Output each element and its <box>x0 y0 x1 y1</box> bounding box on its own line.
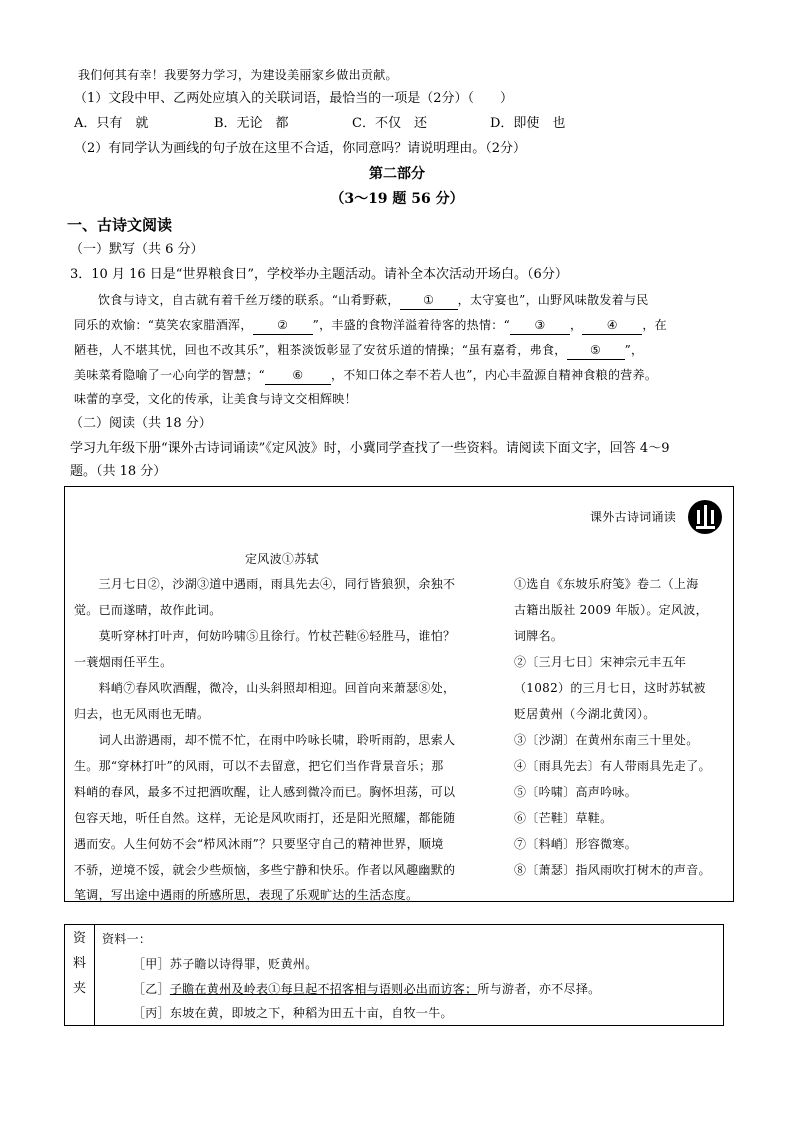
answer-blank-2[interactable]: ② <box>253 316 313 335</box>
poem-body-line: 生。那“穿林打叶”的风雨，可以不去留意，把它们当作背景音乐；那 <box>74 759 444 773</box>
poem-body-line: 料峭的春风，最多不过把酒吹醒，让人感到微冷而已。胸怀坦荡，可以 <box>74 785 456 799</box>
q3-text: ，太守宴也”，山野风味散发着与民 <box>457 293 649 307</box>
material-side-label: 资 <box>73 931 87 946</box>
material-side-label: 料 <box>73 956 87 971</box>
material-jia: ［甲］苏子瞻以诗得罪，贬黄州。 <box>133 957 318 971</box>
q3-text: ”，丰盛的食物洋溢着待客的热情：“ <box>312 318 511 332</box>
q3-line-4 <box>74 366 657 385</box>
q3-line-2 <box>74 316 667 335</box>
q3-line-5: 味蕾的享受，文化的传承，让美食与诗文交相辉映！ <box>74 392 357 406</box>
answer-blank-1[interactable]: ① <box>400 291 458 310</box>
q3-text: 陋巷，人不堪其忧，回也不改其乐”，粗茶淡饭彰显了安贫乐道的情操；“虽有嘉肴，弗食， <box>74 343 567 357</box>
note-line: ②〔三月七日〕宋神宗元丰五年 <box>514 655 687 669</box>
poem-title: 定风波①苏轼 <box>245 552 319 566</box>
material-side-label: 夹 <box>73 981 87 996</box>
q3-text: ， <box>570 318 583 332</box>
poem-body-line: 料峭⑦春风吹酒醒，微冷，山头斜照却相迎。回首向来萧瑟⑧处， <box>74 681 456 695</box>
poem-body-line: 觉。已而遂晴，故作此词。 <box>74 603 222 617</box>
poem-body-line: 词人出游遇雨，却不慌不忙，在雨中吟咏长啸，聆听雨韵，思索人 <box>74 733 456 747</box>
note-line: 词牌名。 <box>514 629 564 643</box>
note-line: ⑦〔料峭〕形容微寒。 <box>514 837 638 851</box>
answer-blank-4[interactable]: ④ <box>582 316 642 335</box>
material-yi-underlined: 子瞻在黄州及岭表①每旦起不招客相与语则必出而访客； <box>169 982 478 996</box>
subsection-recitation: （一）默写（共 6 分） <box>70 242 204 257</box>
q3-text: 饮食与诗文，自古就有着千丝万缕的联系。“山肴野蔌， <box>98 293 400 307</box>
material-yi-rest: 所与游者，亦不尽择。 <box>477 982 601 996</box>
poem-body-line: 遇而安。人生何妨不会“栉风沐雨”？只要坚守自己的精神世界，顺境 <box>74 837 444 851</box>
poem-body-line: 包容天地，听任自然。这样，无论是风吹雨打，还是阳光照耀，都能随 <box>74 811 456 825</box>
option-b: B．无论 都 <box>214 116 289 131</box>
part-two-title: 第二部分 <box>369 166 425 182</box>
logo-seal-icon <box>688 500 722 534</box>
poem-body-line: 一蓑烟雨任平生。 <box>74 655 173 669</box>
note-line: ⑤〔吟啸〕高声吟咏。 <box>514 785 638 799</box>
note-line: ④〔雨具先去〕有人带雨具先走了。 <box>514 759 711 773</box>
poem-body-line: 三月七日②，沙湖③道中遇雨，雨具先去④，同行皆狼狈，余独不 <box>74 577 456 591</box>
option-a: A．只有 就 <box>74 116 149 131</box>
option-c: C．不仅 还 <box>352 116 427 131</box>
part-two-subtitle: （3～19 题 56 分） <box>330 191 464 207</box>
q3-text: ，在 <box>642 318 667 332</box>
note-line: ⑧〔萧瑟〕指风雨吹打树木的声音。 <box>514 863 711 877</box>
card-header: 课外古诗词诵读 <box>590 510 677 524</box>
question-2-stem: （2）有同学认为画线的句子放在这里不合适，你同意吗？请说明理由。（2分） <box>74 141 527 156</box>
q3-text: ”， <box>624 343 644 357</box>
note-line: ⑥〔芒鞋〕草鞋。 <box>514 811 613 825</box>
reading-lead-1: 学习九年级下册“课外古诗词诵读”《定风波》时，小冀同学查找了一些资料。请阅读下面文字，回答 4～9 <box>70 441 670 456</box>
option-d: D．即使 也 <box>490 116 566 131</box>
q3-line-1 <box>98 291 649 310</box>
question-3-stem: 3．10 月 16 日是“世界粮食日”，学校举办主题活动。请补全本次活动开场白。（6分） <box>70 267 568 282</box>
intro-line: 我们何其有幸！我要努力学习，为建设美丽家乡做出贡献。 <box>78 68 398 82</box>
poem-body-line: 笔调，写出途中遇雨的所感所思，表现了乐观旷达的生活态度。 <box>74 888 419 902</box>
poem-body-line: 莫听穿林打叶声，何妨吟啸⑤且徐行。竹杖芒鞋⑥轻胜马，谁怕？ <box>74 629 456 643</box>
question-1-stem: （1）文段中甲、乙两处应填入的关联词语，最恰当的一项是（2分）（ ） <box>74 91 514 106</box>
q3-text: ，不知口体之奉不若人也”，内心丰盈源自精神食粮的营养。 <box>330 368 658 382</box>
note-line: 贬居黄州（今湖北黄冈）。 <box>514 707 656 721</box>
material-heading: 资料一： <box>102 932 152 946</box>
q3-line-3 <box>74 341 643 360</box>
q3-text: 美味菜肴隐喻了一心向学的智慧；“ <box>74 368 265 382</box>
material-yi-label: ［乙］ <box>133 982 170 996</box>
material-bing: ［丙］东坡在黄，即坡之下，种稻为田五十亩，自牧一牛。 <box>133 1006 453 1020</box>
section-heading: 一、古诗文阅读 <box>67 216 173 234</box>
subsection-reading: （二）阅读（共 18 分） <box>70 416 212 431</box>
poem-body-line: 不骄，逆境不馁，就会少些烦恼，多些宁静和快乐。作者以风趣幽默的 <box>74 863 456 877</box>
note-line: 古籍出版社 2009 年版）。定风波， <box>514 603 708 617</box>
answer-blank-3[interactable]: ③ <box>510 316 570 335</box>
answer-blank-5[interactable]: ⑤ <box>567 341 625 360</box>
reading-lead-2: 题。（共 18 分） <box>70 464 167 479</box>
note-line: ③〔沙湖〕在黄州东南三十里处。 <box>514 733 699 747</box>
material-divider <box>94 924 95 1025</box>
q3-text: 同乐的欢愉：“莫笑农家腊酒浑， <box>74 318 253 332</box>
note-line: （1082）的三月七日，这时苏轼被 <box>514 681 706 695</box>
note-line: ①选自《东坡乐府笺》卷二（上海 <box>514 577 699 591</box>
material-yi <box>133 980 600 998</box>
answer-blank-6[interactable]: ⑥ <box>265 366 331 385</box>
poem-body-line: 归去，也无风雨也无晴。 <box>74 707 210 721</box>
